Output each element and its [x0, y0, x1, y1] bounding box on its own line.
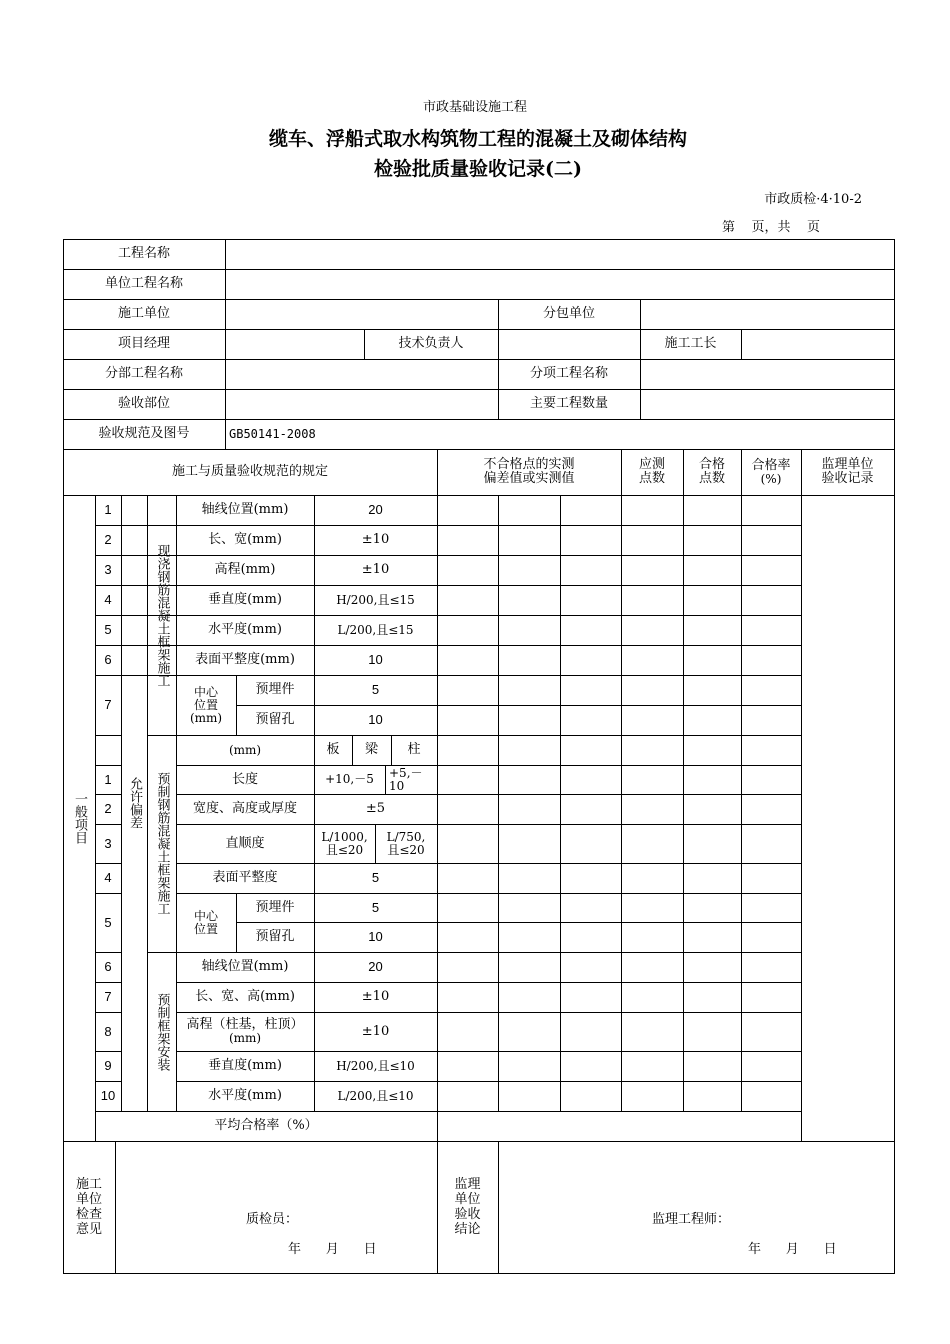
- value-line2: 且≤20: [325, 842, 364, 857]
- row-item: 长度: [231, 771, 258, 787]
- row-item: 轴线位置(mm): [201, 502, 289, 517]
- row-item: 表面平整度(mm): [195, 652, 295, 667]
- row-number: 1: [104, 502, 112, 517]
- row-number: 10: [100, 1088, 116, 1103]
- center-position-label: [176, 675, 236, 735]
- header-supervisor-line1: 监理单位: [821, 457, 874, 472]
- column-label: 柱: [407, 742, 421, 757]
- field-unit-project-name[interactable]: [225, 269, 894, 299]
- label-project-manager: 项目经理: [117, 336, 170, 351]
- label-acceptance-part: 验收部位: [117, 396, 170, 411]
- row-subitem: 预埋件: [255, 682, 295, 697]
- allowable-deviation-label: 允许偏差: [127, 777, 142, 829]
- row-item: 直顺度: [225, 835, 265, 851]
- header-measured-line1: 不合格点的实测: [483, 457, 575, 472]
- field-acceptance-part[interactable]: [225, 389, 498, 419]
- row-value: 20: [368, 502, 383, 517]
- value-line1: L/750,: [386, 829, 426, 844]
- header-should-line1: 应测: [638, 457, 665, 472]
- label-main-quantity: 主要工程数量: [529, 396, 608, 411]
- row-value: ±10: [361, 1023, 390, 1039]
- form-code: 市政质检·4·10-2: [764, 192, 862, 207]
- row-value: 10: [368, 652, 383, 667]
- row-number: 5: [104, 622, 112, 637]
- row-subitem: 预留孔: [255, 712, 295, 727]
- row-item: 高程(mm): [214, 562, 276, 577]
- center-position-line2: 位置: [193, 697, 218, 712]
- field-project-manager[interactable]: [225, 329, 364, 359]
- row-value: 20: [368, 959, 383, 974]
- row-item: 垂直度(mm): [208, 592, 282, 607]
- supervisor-conclusion-text: 监理单位验收结论: [454, 1177, 481, 1237]
- header-rate-line2: (%): [760, 471, 782, 486]
- row-item: 宽度、高度或厚度: [192, 801, 297, 816]
- center-position-line3: (mm): [189, 710, 223, 725]
- row-item: 垂直度(mm): [208, 1058, 282, 1073]
- label-foreman: 施工工长: [664, 336, 717, 351]
- date-left: 年 月 日: [288, 1242, 377, 1257]
- construction-opinion-label: [63, 1141, 115, 1273]
- value-line1: +5,－: [389, 765, 423, 780]
- label-subcontract-unit: 分包单位: [542, 306, 595, 321]
- row-item: 水平度(mm): [208, 622, 282, 637]
- label-division-name: 分部工程名称: [104, 366, 183, 381]
- header-rate-line1: 合格率: [751, 457, 791, 473]
- header-spec: 施工与质量验收规范的规定: [171, 464, 328, 479]
- row-value: H/200,且≤10: [336, 1058, 415, 1073]
- row-number: 3: [104, 562, 112, 577]
- row-number: 9: [104, 1058, 112, 1073]
- item-line1: 高程（柱基，柱顶）: [186, 1017, 304, 1032]
- supervisor-conclusion-label: [437, 1141, 498, 1273]
- row-number: 4: [104, 870, 112, 885]
- label-project-name: 工程名称: [117, 246, 170, 261]
- row-number: 8: [104, 1023, 112, 1039]
- row-item: 长、宽、高(mm): [195, 989, 295, 1004]
- label-tech-lead: 技术负责人: [398, 336, 464, 351]
- unit-mm-label: (mm): [228, 742, 262, 757]
- row-subitem: 预埋件: [255, 899, 295, 915]
- field-spec-value[interactable]: GB50141-2008: [229, 427, 316, 441]
- row-item: 水平度(mm): [208, 1088, 282, 1103]
- row-number: 2: [104, 532, 112, 547]
- label-subitem-name: 分项工程名称: [529, 366, 608, 381]
- row-subitem: 预留孔: [255, 929, 295, 944]
- row-value: L/200,且≤15: [337, 622, 414, 637]
- center-position-label: [176, 893, 236, 952]
- row-number: 6: [104, 959, 112, 974]
- row-value-column: [385, 765, 437, 794]
- row-number: 1: [104, 771, 112, 787]
- center-position-line1: 中心: [193, 908, 218, 923]
- header-measured: [437, 449, 621, 495]
- form-title-line1: 缆车、浮船式取水构筑物工程的混凝土及砌体结构: [268, 128, 687, 150]
- inspector-label: 质检员：: [246, 1212, 299, 1227]
- value-line2: 10: [389, 778, 405, 793]
- group3-label: 预制框架安装: [154, 992, 170, 1071]
- header-measured-line2: 偏差值或实测值: [483, 471, 575, 486]
- row-item: [176, 1012, 314, 1051]
- field-main-quantity[interactable]: [640, 389, 894, 419]
- row-value-column: [375, 824, 437, 863]
- row-value: ±10: [361, 989, 390, 1004]
- row-number: 7: [104, 697, 112, 712]
- row-value: H/200,且≤15: [336, 592, 415, 607]
- center-position-line2: 位置: [193, 921, 218, 936]
- row-value: 10: [368, 929, 383, 944]
- average-pass-rate-label: 平均合格率（%）: [214, 1118, 318, 1133]
- header-should-count: [621, 449, 683, 495]
- field-project-name[interactable]: [225, 239, 894, 269]
- form-category: 市政基础设施工程: [422, 100, 527, 115]
- field-tech-lead[interactable]: [498, 329, 640, 359]
- field-construction-unit[interactable]: [225, 299, 498, 329]
- label-construction-unit: 施工单位: [117, 306, 170, 321]
- value-line1: L/1000,: [321, 829, 368, 844]
- group2-label: 预制钢筋混凝土框架施工: [154, 772, 170, 915]
- row-number: 6: [104, 652, 112, 667]
- row-number: 4: [104, 592, 112, 607]
- row-value: 10: [368, 712, 383, 727]
- average-pass-rate-value[interactable]: [437, 1111, 801, 1141]
- form-title-line2: 检验批质量验收记录(二): [374, 158, 582, 180]
- header-supervisor-line2: 验收记录: [821, 471, 874, 486]
- date-right: 年 月 日: [748, 1242, 837, 1257]
- general-items-label: 一般项目: [72, 792, 87, 844]
- row-value-board-beam: +10,－5: [325, 772, 374, 786]
- beam-label: 梁: [364, 742, 378, 757]
- row-number: 2: [104, 801, 112, 816]
- header-pass-count: [683, 449, 741, 495]
- field-subitem-name[interactable]: [640, 359, 894, 389]
- header-should-line2: 点数: [638, 471, 665, 486]
- row-value: 5: [371, 682, 380, 697]
- field-subcontract-unit[interactable]: [640, 299, 894, 329]
- row-value: 5: [371, 899, 380, 915]
- row-number: 5: [104, 914, 112, 930]
- supervisor-engineer-label: 监理工程师：: [652, 1212, 731, 1227]
- row-item: 表面平整度: [212, 870, 278, 885]
- center-position-line1: 中心: [193, 684, 218, 699]
- row-value: ±10: [361, 532, 390, 547]
- row-number: 3: [104, 835, 112, 851]
- board-label: 板: [326, 742, 340, 757]
- group1-label: 现浇钢筋混凝土框架施工: [154, 543, 170, 687]
- row-number: 7: [104, 989, 112, 1004]
- value-line2: 且≤20: [387, 842, 425, 857]
- row-value: 5: [371, 870, 380, 885]
- construction-opinion-text: 施工单位检查意见: [75, 1177, 102, 1237]
- header-pass-line2: 点数: [698, 471, 725, 486]
- row-value: ±5: [365, 801, 386, 816]
- item-line2: (mm): [228, 1031, 262, 1045]
- field-foreman[interactable]: [741, 329, 894, 359]
- header-pass-rate: [741, 449, 801, 495]
- label-unit-project-name: 单位工程名称: [104, 276, 183, 291]
- field-division-name[interactable]: [225, 359, 498, 389]
- header-pass-line1: 合格: [698, 457, 725, 472]
- page-info: 第 页，共 页: [722, 220, 821, 235]
- row-item: 轴线位置(mm): [201, 959, 289, 974]
- label-spec: 验收规范及图号: [98, 426, 190, 441]
- row-value: L/200,且≤10: [337, 1088, 414, 1103]
- row-value: ±10: [361, 562, 390, 577]
- row-value-board-beam: [314, 824, 375, 863]
- row-item: 长、宽(mm): [208, 532, 282, 547]
- header-supervisor: [801, 449, 894, 495]
